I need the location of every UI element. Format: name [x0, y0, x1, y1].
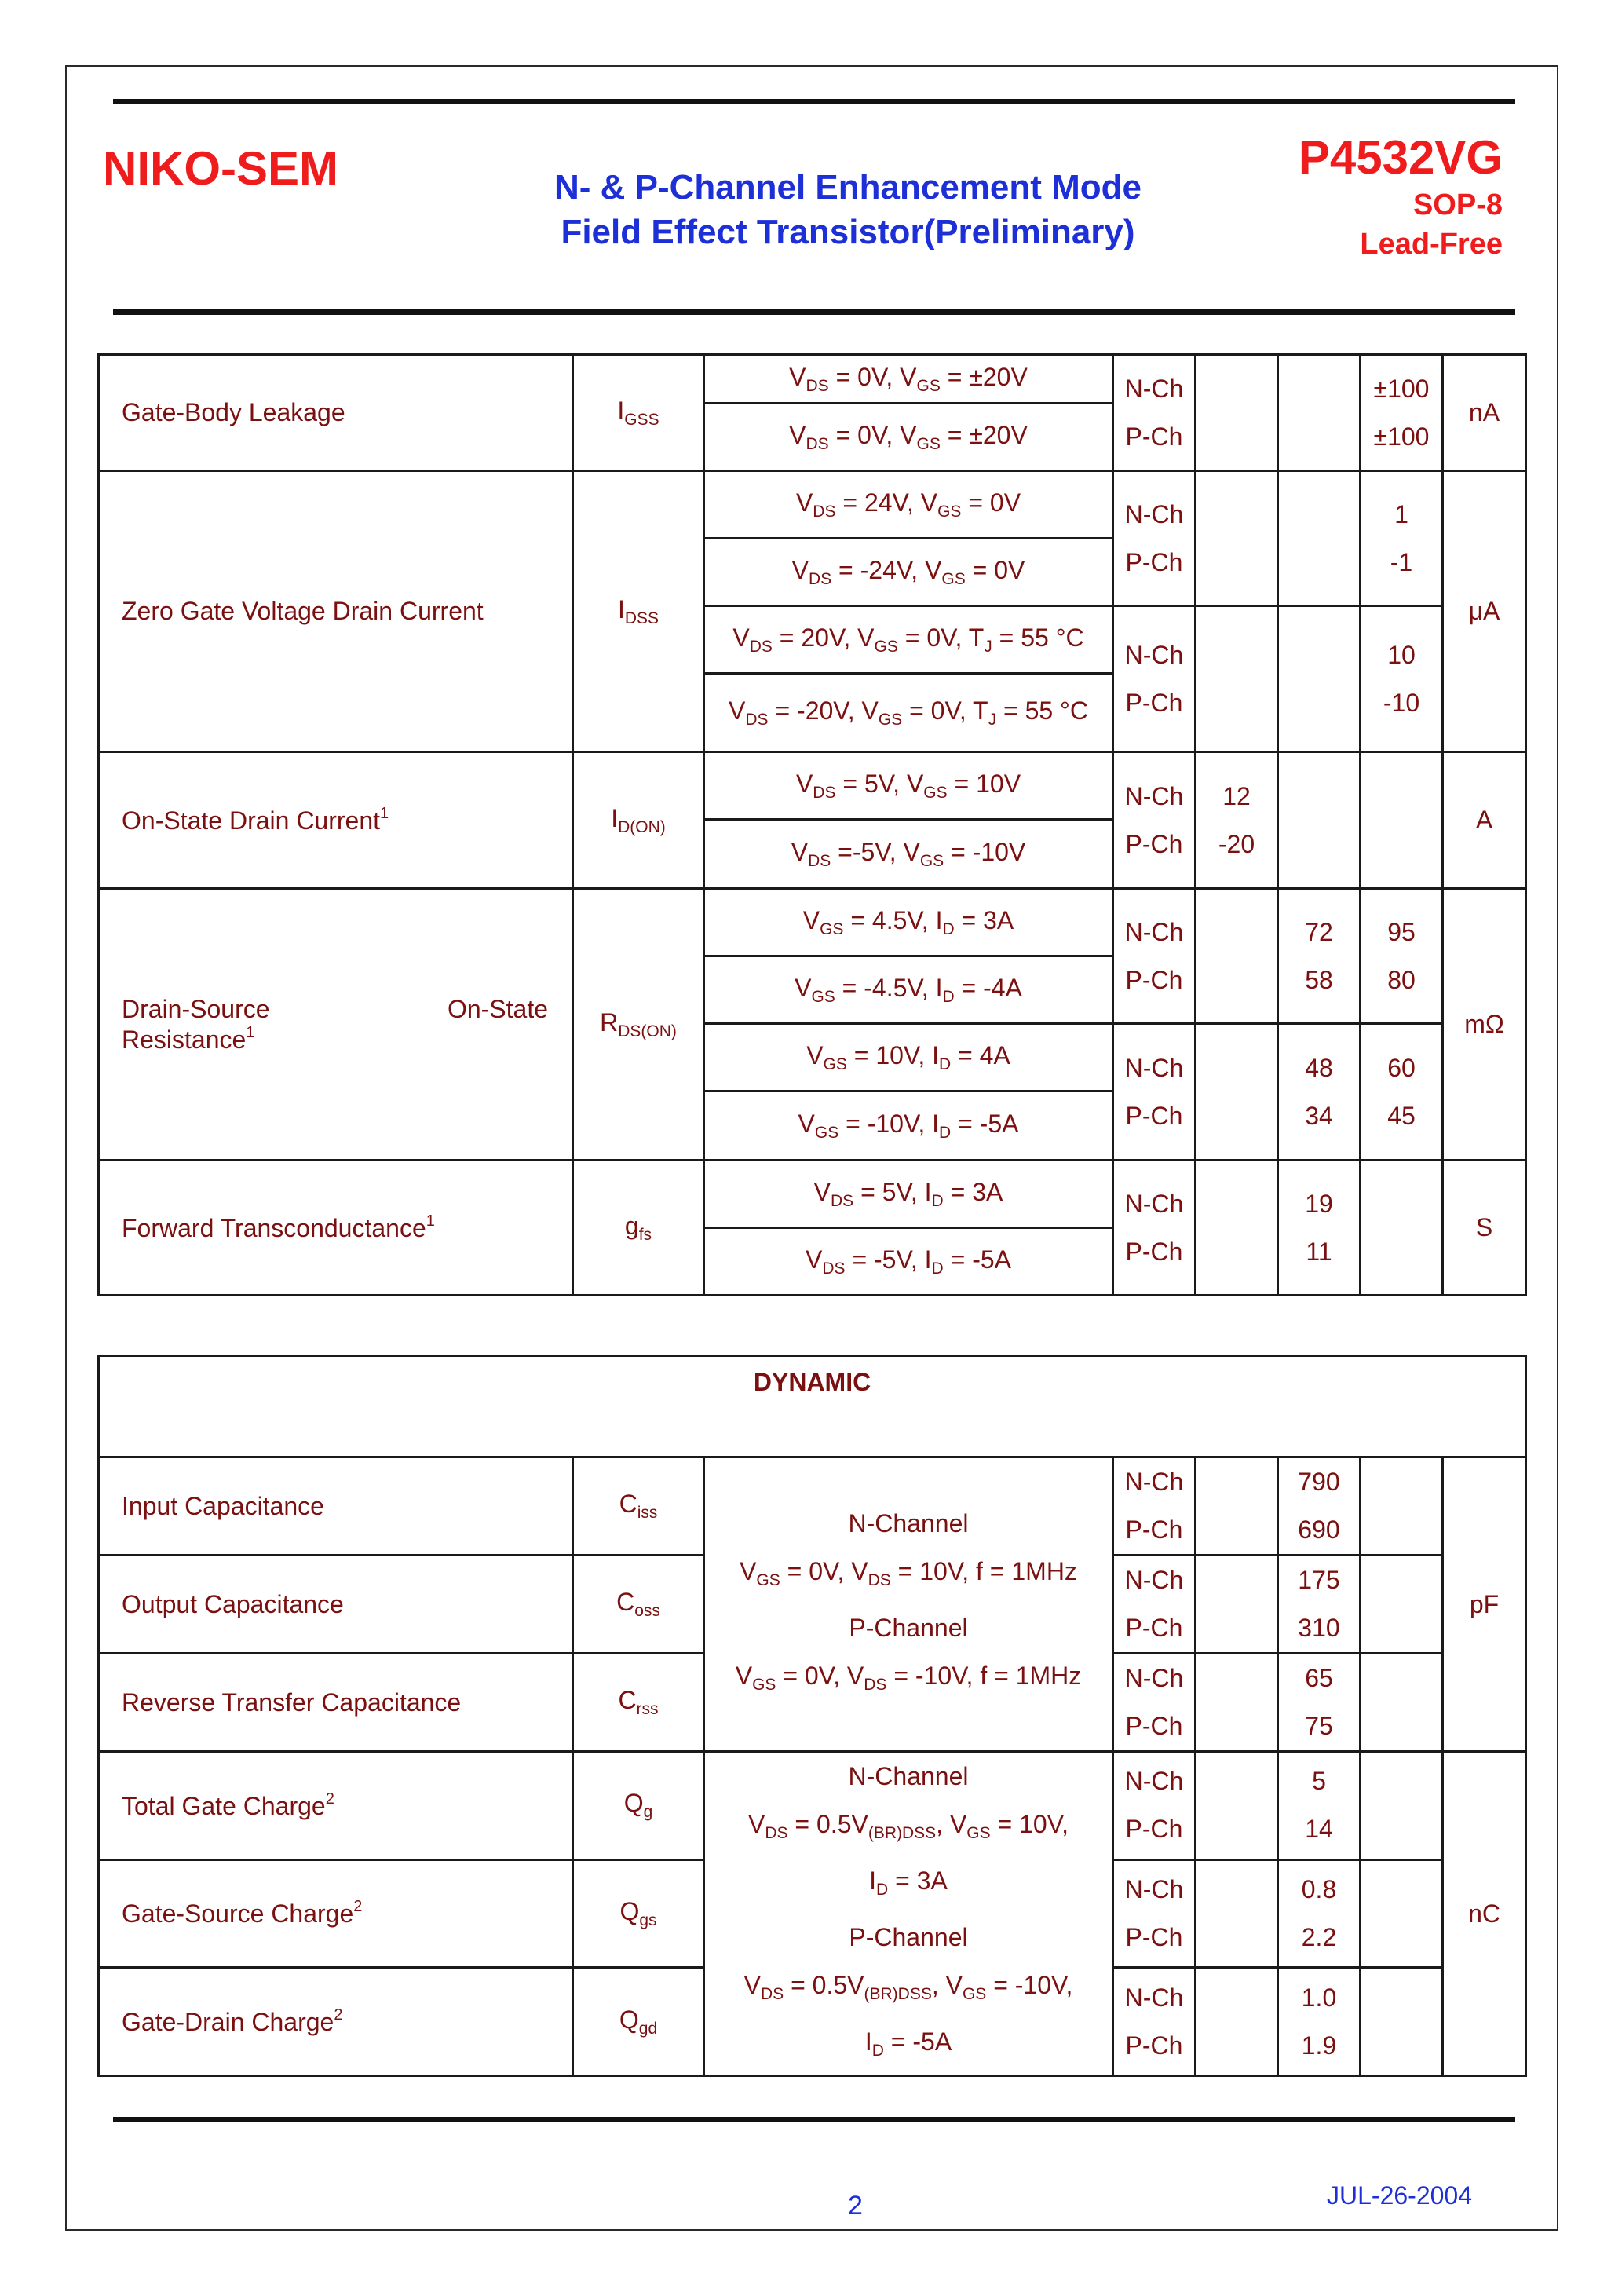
max-cell: [1361, 1161, 1443, 1296]
max-cell: ±100 ±100: [1361, 355, 1443, 471]
document-date: JUL-26-2004: [1327, 2181, 1472, 2210]
max-cell: [1361, 1859, 1443, 1968]
test-condition: $V_{GS} = 10V$, $I_D = 4A$: [704, 1024, 1113, 1091]
brand-name: NIKO-SEM: [103, 142, 338, 195]
unit-cell: nC: [1443, 1752, 1526, 2076]
channel-cell: N-Ch P-Ch: [1113, 1024, 1196, 1161]
param-symbol: $Q_g$: [573, 1752, 704, 1860]
min-cell: [1196, 606, 1278, 752]
static-characteristics-table: [97, 353, 1527, 1296]
table-row: [99, 752, 1526, 820]
table-row: [99, 889, 1526, 956]
min-cell: [1196, 1024, 1278, 1161]
typ-cell: [1278, 471, 1361, 606]
test-condition: $V_{DS} =-5V$, $V_{GS} = -10V$: [704, 820, 1113, 889]
table-row: [99, 1161, 1526, 1228]
max-cell: [1361, 1752, 1443, 1860]
test-condition: $V_{DS} = 5V$, $I_D = 3A$: [704, 1161, 1113, 1228]
param-name: Drain-Source On-State Resistance$^1$: [99, 889, 573, 1161]
channel-cell: N-Ch P-Ch: [1113, 1161, 1196, 1296]
test-condition: $V_{DS} = 0V$, $V_{GS} = \pm 20V$: [704, 355, 1113, 404]
param-symbol: $C_{rss}$: [573, 1654, 704, 1752]
min-cell: 12 -20: [1196, 752, 1278, 889]
typ-cell: [1278, 355, 1361, 471]
min-cell: [1196, 1968, 1278, 2076]
unit-cell: pF: [1443, 1457, 1526, 1752]
max-cell: [1361, 1556, 1443, 1654]
typ-cell: 790 690: [1278, 1457, 1361, 1556]
param-symbol: $I_{DSS}$: [573, 471, 704, 752]
typ-cell: 48 34: [1278, 1024, 1361, 1161]
channel-cell: N-Ch P-Ch: [1113, 1859, 1196, 1968]
param-name: Gate-Body Leakage: [99, 355, 573, 471]
test-condition: $V_{DS} = 24V$, $V_{GS} = 0V$: [704, 471, 1113, 539]
channel-cell: N-Ch P-Ch: [1113, 1752, 1196, 1860]
title-line-2: Field Effect Transistor(Preliminary): [561, 213, 1135, 251]
param-name: Zero Gate Voltage Drain Current: [99, 471, 573, 752]
header-top-rule: [113, 99, 1515, 104]
min-cell: [1196, 1556, 1278, 1654]
min-cell: [1196, 471, 1278, 606]
section-title-dynamic: DYNAMIC: [99, 1356, 1526, 1457]
test-condition: $V_{DS} = 20V$, $V_{GS} = 0V$, $T_J = 55$ °C: [704, 606, 1113, 674]
param-symbol: $I_{D(ON)}$: [573, 752, 704, 889]
part-number: P4532VG: [1298, 131, 1503, 184]
typ-cell: [1278, 752, 1361, 889]
param-name: Input Capacitance: [99, 1457, 573, 1556]
param-name: On-State Drain Current$^1$: [99, 752, 573, 889]
max-cell: [1361, 1457, 1443, 1556]
max-cell: [1361, 1968, 1443, 2076]
channel-cell: N-Ch P-Ch: [1113, 889, 1196, 1024]
param-name: Output Capacitance: [99, 1556, 573, 1654]
unit-cell: mΩ: [1443, 889, 1526, 1161]
param-symbol: $C_{oss}$: [573, 1556, 704, 1654]
title-line-1: N- & P-Channel Enhancement Mode: [553, 168, 1142, 207]
test-condition: $V_{GS} = -4.5V$, $I_D = -4A$: [704, 956, 1113, 1024]
unit-cell: S: [1443, 1161, 1526, 1296]
package-type: SOP-8: [1412, 188, 1503, 221]
max-cell: 95 80: [1361, 889, 1443, 1024]
channel-cell: N-Ch P-Ch: [1113, 1556, 1196, 1654]
param-name: Gate-Drain Charge$^2$: [99, 1968, 573, 2076]
channel-cell: N-Ch P-Ch: [1113, 606, 1196, 752]
page-number: 2: [848, 2191, 863, 2221]
min-cell: [1196, 1859, 1278, 1968]
typ-cell: 72 58: [1278, 889, 1361, 1024]
test-condition: $V_{DS} = -20V$, $V_{GS} = 0V$, $T_J = 55$ °C: [704, 674, 1113, 752]
typ-cell: 65 75: [1278, 1654, 1361, 1752]
max-cell: 60 45: [1361, 1024, 1443, 1161]
min-cell: [1196, 1654, 1278, 1752]
min-cell: [1196, 355, 1278, 471]
unit-cell: nA: [1443, 355, 1526, 471]
param-name: Forward Transconductance$^1$: [99, 1161, 573, 1296]
capacitance-test-condition: N-Channel $V_{GS} = 0V$, $V_{DS} = 10V$, f = 1MHz P-Channel $V_{GS} = 0V$, $V_{DS} = -10V$, f = 1MHz: [704, 1457, 1113, 1752]
channel-cell: N-Ch P-Ch: [1113, 752, 1196, 889]
max-cell: [1361, 1654, 1443, 1752]
table-row: [99, 1457, 1526, 1556]
param-name: Reverse Transfer Capacitance: [99, 1654, 573, 1752]
max-cell: 1 -1: [1361, 471, 1443, 606]
typ-cell: [1278, 606, 1361, 752]
min-cell: [1196, 1161, 1278, 1296]
param-symbol: $g_{fs}$: [573, 1161, 704, 1296]
max-cell: [1361, 752, 1443, 889]
charge-test-condition: N-Channel $V_{DS} = 0.5V_{(BR)DSS}$, $V_{GS} = 10V$, $I_D = 3A$ P-Channel $V_{DS} = 0.5V_{(BR)DSS}$, $V_{GS} = -10V$, $I_D = -5A$: [704, 1752, 1113, 2076]
min-cell: [1196, 1752, 1278, 1860]
channel-cell: N-Ch P-Ch: [1113, 355, 1196, 471]
typ-cell: 5 14: [1278, 1752, 1361, 1860]
header-bottom-rule: [113, 309, 1515, 315]
unit-cell: A: [1443, 752, 1526, 889]
min-cell: [1196, 889, 1278, 1024]
table-row: [99, 1752, 1526, 1860]
typ-cell: 1.0 1.9: [1278, 1968, 1361, 2076]
param-symbol: $Q_{gd}$: [573, 1968, 704, 2076]
param-name: Gate-Source Charge$^2$: [99, 1859, 573, 1968]
test-condition: $V_{GS} = 4.5V$, $I_D = 3A$: [704, 889, 1113, 956]
document-title: [408, 165, 1288, 254]
test-condition: $V_{DS} = 5V$, $V_{GS} = 10V$: [704, 752, 1113, 820]
test-condition: $V_{DS} = -5V$, $I_D = -5A$: [704, 1228, 1113, 1296]
typ-cell: 0.8 2.2: [1278, 1859, 1361, 1968]
test-condition: $V_{DS} = -24V$, $V_{GS} = 0V$: [704, 539, 1113, 606]
test-condition: $V_{GS} = -10V$, $I_D = -5A$: [704, 1091, 1113, 1161]
param-name: Total Gate Charge$^2$: [99, 1752, 573, 1860]
typ-cell: 19 11: [1278, 1161, 1361, 1296]
dynamic-characteristics-table: [97, 1355, 1527, 2077]
max-cell: 10 -10: [1361, 606, 1443, 752]
channel-cell: N-Ch P-Ch: [1113, 1654, 1196, 1752]
channel-cell: N-Ch P-Ch: [1113, 1968, 1196, 2076]
param-symbol: $I_{GSS}$: [573, 355, 704, 471]
channel-cell: N-Ch P-Ch: [1113, 471, 1196, 606]
unit-cell: μA: [1443, 471, 1526, 752]
channel-cell: N-Ch P-Ch: [1113, 1457, 1196, 1556]
param-symbol: $R_{DS(ON)}$: [573, 889, 704, 1161]
min-cell: [1196, 1457, 1278, 1556]
lead-free-label: Lead-Free: [1360, 228, 1503, 261]
param-symbol: $C_{iss}$: [573, 1457, 704, 1556]
param-symbol: $Q_{gs}$: [573, 1859, 704, 1968]
footer-rule: [113, 2117, 1515, 2122]
table-row: [99, 471, 1526, 539]
typ-cell: 175 310: [1278, 1556, 1361, 1654]
test-condition: $V_{DS} = 0V$, $V_{GS} = \pm 20V$: [704, 404, 1113, 471]
table-row: [99, 355, 1526, 404]
table-row: [99, 1356, 1526, 1457]
